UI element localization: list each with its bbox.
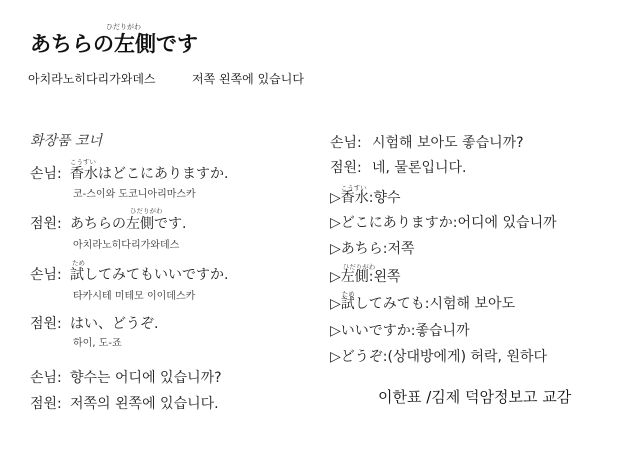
- section-title: 화장품 코너: [30, 133, 103, 149]
- dialogue-speaker: 점원:: [30, 316, 62, 332]
- vocab-item: [330, 212, 557, 232]
- vocab-japanese: あちら: [340, 241, 383, 257]
- dialogue-reading: 타카시테 미테모 이이데스카: [73, 291, 196, 302]
- dialogue-speaker: 점원:: [30, 216, 62, 232]
- vocab-item: [330, 346, 547, 366]
- vocab-item: [330, 238, 415, 258]
- dialogue-reading: 하이, 도-죠: [73, 338, 122, 349]
- vocab-marker: ▷: [330, 215, 341, 231]
- dialogue-japanese: 香水はどこにありますか.: [70, 166, 229, 182]
- dialogue-furigana: ひだりがわ: [130, 207, 163, 215]
- korean-line: 저쪽의 왼쪽에 있습니다.: [70, 396, 219, 412]
- vocab-marker: ▷: [330, 296, 341, 312]
- dialogue-japanese: はい、どうぞ.: [70, 316, 159, 332]
- dialogue-speaker: 손님:: [30, 267, 62, 283]
- korean-speaker: 점원:: [30, 396, 62, 412]
- vocab-furigana: こうすい: [340, 184, 367, 192]
- vocab-japanese: 香水: [340, 190, 369, 206]
- korean-speaker: 손님:: [330, 135, 362, 151]
- vocab-japanese: いいですか: [340, 323, 411, 339]
- vocab-furigana: ひだりがわ: [342, 263, 376, 271]
- vocab-marker: ▷: [330, 349, 341, 365]
- vocab-japanese: 試してみても: [340, 296, 425, 312]
- title-reading: 아치라노히다리가와데스: [28, 72, 156, 86]
- dialogue-japanese: 試してみてもいいですか.: [70, 267, 229, 283]
- dialogue-furigana: ため: [72, 259, 85, 267]
- vocab-japanese: どこにありますか: [340, 215, 453, 231]
- vocab-korean: :시험해 보아도: [424, 296, 516, 312]
- vocab-marker: ▷: [330, 241, 341, 257]
- vocab-korean: :어디에 있습니까: [452, 215, 557, 231]
- vocab-item: [330, 184, 401, 207]
- title-furigana: ひだりがわ: [106, 23, 141, 31]
- page-title-block: [30, 23, 198, 58]
- author-credit: 이한표 /김제 덕암정보고 교감: [378, 388, 572, 406]
- vocab-japanese: どうぞ: [340, 349, 383, 365]
- korean-line: 향수는 어디에 있습니까?: [70, 370, 222, 386]
- vocab-korean: :저쪽: [382, 241, 415, 257]
- korean-speaker: 손님:: [30, 370, 62, 386]
- dialogue-speaker: 손님:: [30, 166, 62, 182]
- dialogue-reading: 아치라노히다리가와데스: [73, 240, 180, 251]
- vocab-korean: :(상대방에게) 허락, 원하다: [382, 349, 548, 365]
- vocab-item: [330, 290, 516, 313]
- vocab-marker: ▷: [330, 269, 341, 285]
- vocab-furigana: ため: [341, 290, 355, 298]
- korean-line: 시험해 보아도 좋습니까?: [372, 135, 524, 151]
- vocab-korean: :향수: [368, 190, 401, 206]
- dialogue-furigana: こうすい: [70, 158, 96, 166]
- title-translation: 저쪽 왼쪽에 있습니다: [192, 72, 304, 86]
- page-title: あちらの左側です: [30, 32, 198, 56]
- vocab-korean: :왼쪽: [368, 269, 401, 285]
- vocab-japanese: 左側: [340, 269, 369, 285]
- dialogue-reading: 코-스이와 도코니아리마스카: [73, 189, 196, 200]
- dialogue-japanese: あちらの左側です.: [70, 216, 187, 232]
- vocab-item: [330, 320, 470, 340]
- korean-line: 네, 물론입니다.: [372, 160, 467, 176]
- vocab-korean: :좋습니까: [410, 323, 470, 339]
- vocab-item: [330, 263, 401, 286]
- korean-speaker: 점원:: [330, 160, 362, 176]
- vocab-marker: ▷: [330, 190, 341, 206]
- vocab-marker: ▷: [330, 323, 341, 339]
